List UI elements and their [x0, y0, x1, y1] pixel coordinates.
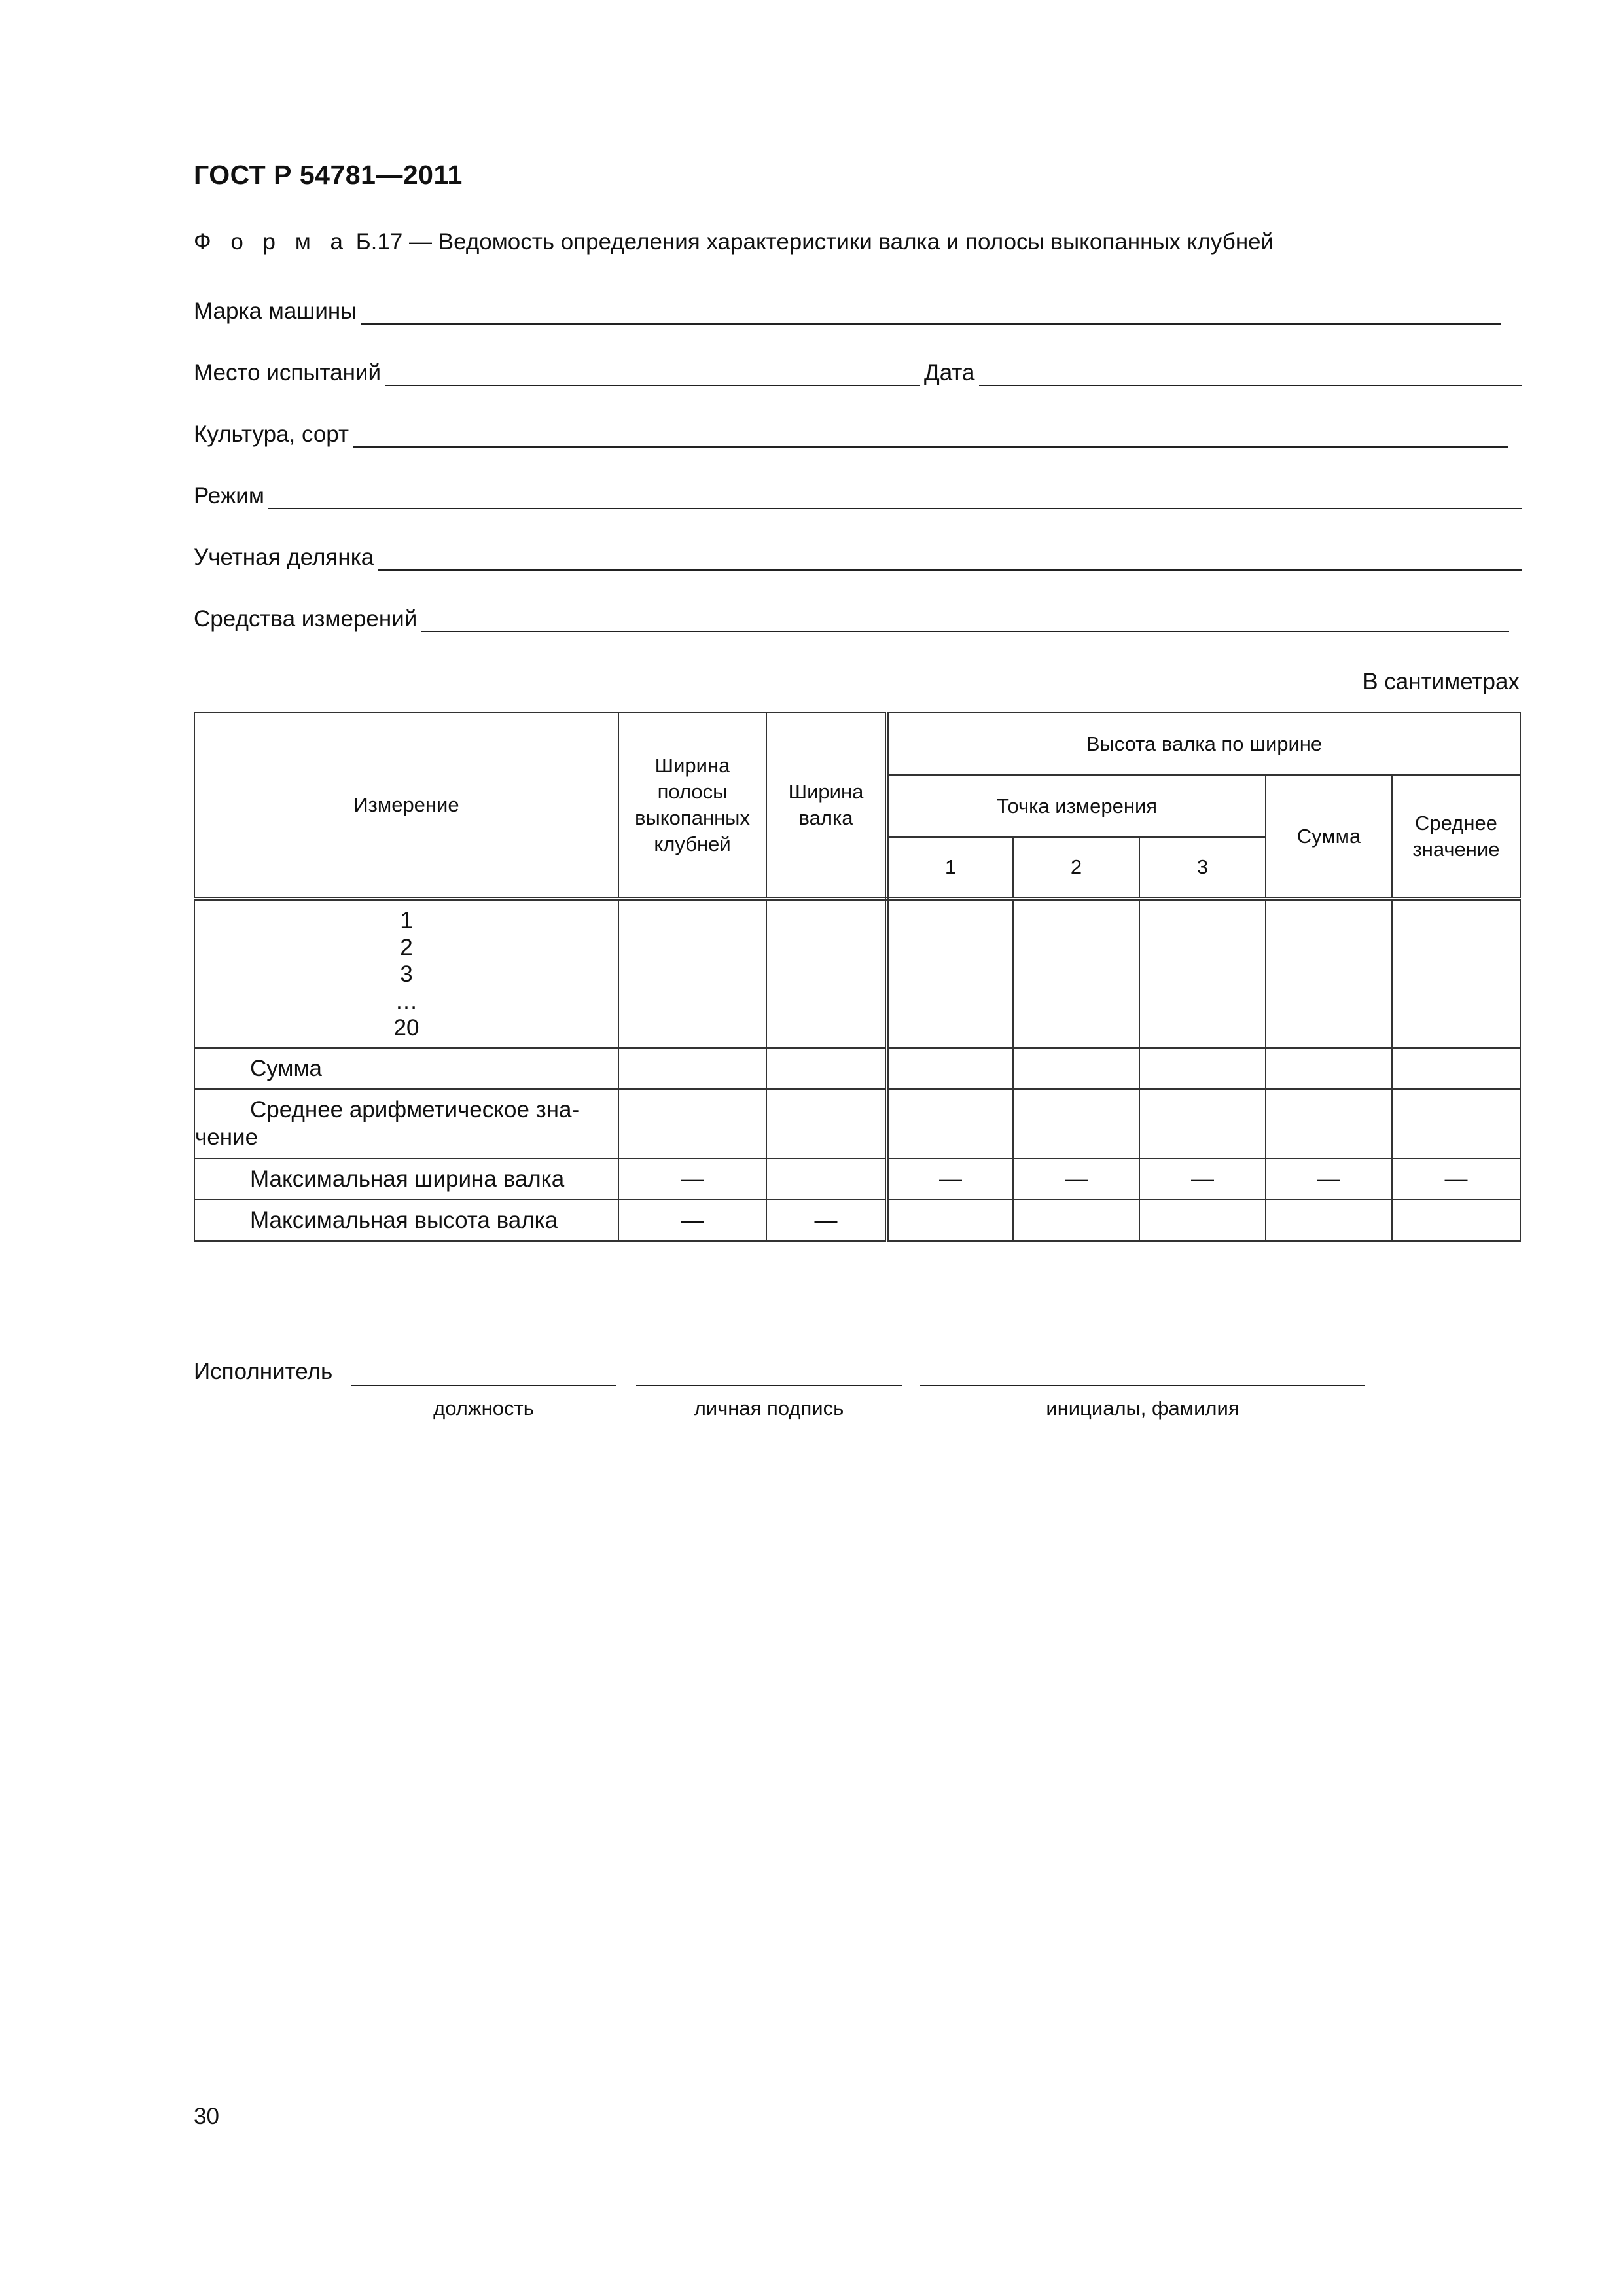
- form-prefix: Ф о р м а: [194, 229, 349, 255]
- table-cell[interactable]: [1013, 899, 1139, 1048]
- instruments-field[interactable]: [194, 602, 1509, 632]
- table-cell[interactable]: [1392, 1089, 1520, 1158]
- header-point-2: 2: [1013, 837, 1139, 899]
- table-cell[interactable]: [887, 1200, 1013, 1241]
- table-cell[interactable]: [1013, 1048, 1139, 1089]
- dash-cell: —: [618, 1158, 766, 1200]
- dash-cell: —: [1013, 1158, 1139, 1200]
- row-max-width-label: Максимальная ширина валка: [194, 1158, 618, 1200]
- table-cell[interactable]: [1013, 1089, 1139, 1158]
- date-label: Дата: [924, 360, 975, 386]
- table-cell[interactable]: [766, 1158, 887, 1200]
- machine-field[interactable]: [194, 295, 1501, 325]
- name-caption: инициалы, фамилия: [1046, 1397, 1240, 1420]
- table-cell[interactable]: [887, 1048, 1013, 1089]
- table-cell[interactable]: [766, 1048, 887, 1089]
- date-line[interactable]: [979, 363, 1522, 386]
- mode-label: Режим: [194, 483, 264, 509]
- dash-cell: —: [1392, 1158, 1520, 1200]
- header-strip-width: Ширина полосы выкопанных клубней: [618, 713, 766, 899]
- page-number: 30: [194, 2104, 219, 2129]
- machine-line[interactable]: [361, 301, 1501, 325]
- test-site-field[interactable]: [194, 356, 920, 386]
- document-number: ГОСТ Р 54781—2011: [194, 160, 463, 190]
- row-mean-label: [194, 1089, 618, 1158]
- table-cell[interactable]: [618, 1089, 766, 1158]
- table-cell[interactable]: [1392, 1048, 1520, 1089]
- position-line[interactable]: [351, 1385, 616, 1386]
- row-mean-line-2: чение: [195, 1124, 259, 1150]
- header-point-3: 3: [1139, 837, 1266, 899]
- table-cell[interactable]: [1139, 1089, 1266, 1158]
- header-height-group: Высота валка по ширине: [887, 713, 1520, 775]
- dash-cell: —: [1266, 1158, 1392, 1200]
- header-measure-point: Точка измерения: [887, 775, 1266, 837]
- table-cell[interactable]: [1392, 1200, 1520, 1241]
- row-number: …: [395, 988, 418, 1014]
- table-cell[interactable]: [1266, 1200, 1392, 1241]
- mode-field[interactable]: [194, 479, 1522, 509]
- dash-cell: —: [887, 1158, 1013, 1200]
- table-cell[interactable]: [1266, 899, 1392, 1048]
- instruments-line[interactable]: [421, 609, 1509, 632]
- plot-label: Учетная делянка: [194, 545, 374, 570]
- crop-label: Культура, сорт: [194, 422, 349, 447]
- dash-cell: —: [618, 1200, 766, 1241]
- table-cell[interactable]: [887, 1089, 1013, 1158]
- machine-label: Марка машины: [194, 298, 357, 324]
- table-cell[interactable]: [618, 899, 766, 1048]
- header-mean: Среднее значение: [1392, 775, 1520, 899]
- row-sum-label: Сумма: [194, 1048, 618, 1089]
- table-cell[interactable]: [618, 1048, 766, 1089]
- row-number: 20: [393, 1014, 419, 1041]
- table-cell[interactable]: [887, 899, 1013, 1048]
- table-cell[interactable]: [1266, 1048, 1392, 1089]
- mode-line[interactable]: [268, 486, 1522, 509]
- instruments-label: Средства измерений: [194, 606, 418, 632]
- table-cell[interactable]: [766, 899, 887, 1048]
- row-number: 2: [400, 934, 413, 960]
- name-line[interactable]: [920, 1385, 1365, 1386]
- plot-field[interactable]: [194, 541, 1522, 571]
- position-caption: должность: [433, 1397, 534, 1420]
- crop-field[interactable]: [194, 418, 1508, 448]
- signature-line[interactable]: [636, 1385, 902, 1386]
- row-numbers-cell: [194, 899, 618, 1048]
- header-windrow-width: Ширина валка: [766, 713, 887, 899]
- date-field[interactable]: [924, 356, 1522, 386]
- row-number: 1: [400, 907, 413, 933]
- row-max-height-label: Максимальная высота валка: [194, 1200, 618, 1241]
- dash-cell: —: [1139, 1158, 1266, 1200]
- plot-line[interactable]: [378, 547, 1522, 571]
- test-site-label: Место испытаний: [194, 360, 382, 386]
- header-sum: Сумма: [1266, 775, 1392, 899]
- table-cell[interactable]: [1392, 899, 1520, 1048]
- table-cell[interactable]: [766, 1089, 887, 1158]
- dash-cell: —: [766, 1200, 887, 1241]
- test-site-line[interactable]: [385, 363, 920, 386]
- units-note: В сантиметрах: [1363, 669, 1520, 694]
- signature-label: Исполнитель: [194, 1359, 333, 1384]
- form-title-text: Б.17 — Ведомость определения характеристики валка и полосы выкопанных клубней: [355, 229, 1274, 255]
- row-number: 3: [400, 961, 413, 987]
- table-cell[interactable]: [1139, 1200, 1266, 1241]
- measurement-table: [194, 712, 1521, 1242]
- table-cell[interactable]: [1266, 1089, 1392, 1158]
- header-point-1: 1: [887, 837, 1013, 899]
- header-measurement: Измерение: [194, 713, 618, 899]
- table-cell[interactable]: [1139, 899, 1266, 1048]
- form-title: [194, 229, 1274, 255]
- row-mean-line-1: Среднее арифметическое зна-: [250, 1097, 580, 1122]
- table-cell[interactable]: [1013, 1200, 1139, 1241]
- table-cell[interactable]: [1139, 1048, 1266, 1089]
- crop-line[interactable]: [353, 424, 1508, 448]
- signature-caption: личная подпись: [694, 1397, 844, 1420]
